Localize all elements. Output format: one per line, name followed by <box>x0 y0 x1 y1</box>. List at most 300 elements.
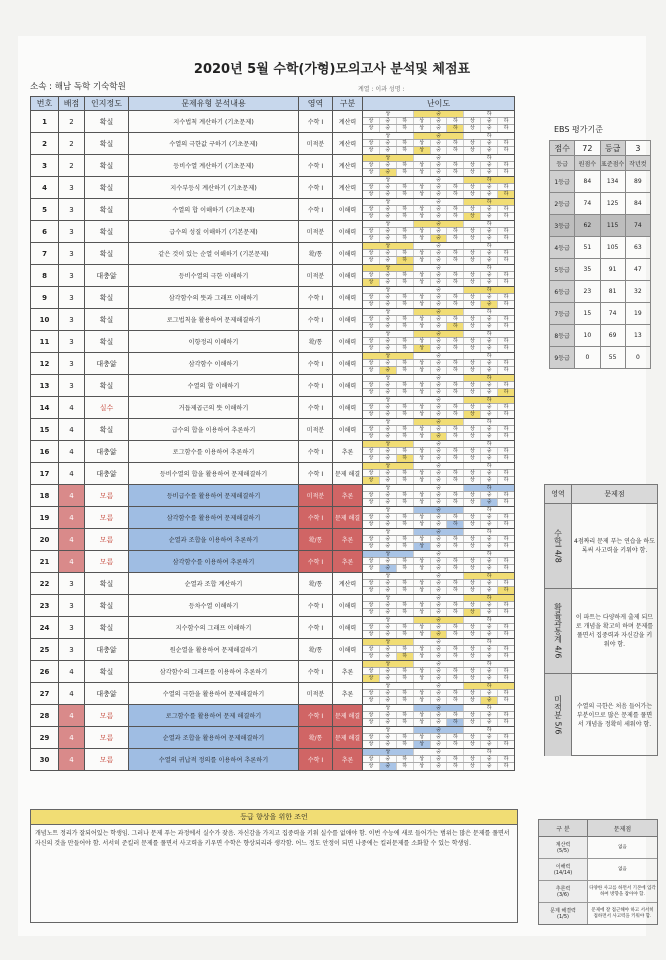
question-area: 수학 I <box>299 595 333 617</box>
difficulty-sublevel: 하 <box>503 499 509 505</box>
difficulty-sublevel: 상 <box>414 382 431 388</box>
difficulty-sublevel: 하 <box>397 631 414 638</box>
difficulty-sublevel: 하 <box>447 257 464 264</box>
question-score: 4 <box>59 529 85 551</box>
difficulty-sublevel: 하 <box>447 499 464 506</box>
question-area: 수학 I <box>299 375 333 397</box>
difficulty-sublevel: 중 <box>481 543 498 550</box>
ebs-cell: 62 <box>575 215 600 237</box>
difficulty-sublevel: 중 <box>481 536 498 542</box>
question-number: 17 <box>31 463 59 485</box>
question-number: 11 <box>31 331 59 353</box>
difficulty-sublevel: 하 <box>447 697 464 704</box>
difficulty-grid <box>363 111 515 133</box>
question-area: 수학 I <box>299 177 333 199</box>
difficulty-sublevel: 중 <box>380 147 397 154</box>
difficulty-sublevel: 중 <box>481 477 498 484</box>
competency-label: 추론력 <box>555 886 571 892</box>
ebs-cell: 115 <box>600 215 625 237</box>
difficulty-sublevel: 상 <box>414 675 431 682</box>
difficulty-sublevel: 하 <box>447 389 464 396</box>
difficulty-level: 하 <box>464 397 514 403</box>
difficulty-level: 상 <box>363 221 414 227</box>
difficulty-sublevel: 중 <box>481 118 498 124</box>
difficulty-sublevel: 중 <box>380 558 397 564</box>
difficulty-sublevel: 중 <box>431 389 448 396</box>
difficulty-sublevel: 상 <box>414 235 431 242</box>
difficulty-sublevel: 상 <box>464 360 481 366</box>
confidence-level: 확실 <box>85 419 129 441</box>
question-score: 3 <box>59 595 85 617</box>
difficulty-sublevel: 상 <box>464 675 481 682</box>
table-row <box>31 309 515 331</box>
difficulty-sublevel: 하 <box>397 719 414 726</box>
difficulty-sublevel: 중 <box>431 140 448 146</box>
difficulty-level: 중 <box>414 397 465 403</box>
ebs-cell: 2등급 <box>550 193 575 215</box>
difficulty-level: 상 <box>363 683 414 689</box>
difficulty-level: 상 <box>363 133 414 139</box>
difficulty-grid <box>363 353 515 375</box>
page-title: 2020년 5월 수학(가형)모의고사 분석및 체점표 <box>193 62 471 77</box>
ebs-cell: 55 <box>600 347 625 369</box>
question-number: 12 <box>31 353 59 375</box>
difficulty-sublevel: 하 <box>503 756 509 762</box>
difficulty-sublevel: 중 <box>380 279 397 286</box>
difficulty-sublevel: 중 <box>431 741 448 748</box>
confidence-level: 확실 <box>85 155 129 177</box>
difficulty-sublevel: 중 <box>481 213 498 220</box>
table-row <box>31 353 515 375</box>
difficulty-sublevel: 하 <box>397 140 414 146</box>
confidence-level: 확실 <box>85 661 129 683</box>
difficulty-sublevel: 상 <box>414 763 431 770</box>
question-number: 10 <box>31 309 59 331</box>
difficulty-sublevel: 상 <box>363 294 380 300</box>
difficulty-sublevel: 중 <box>481 316 498 322</box>
difficulty-sublevel: 중 <box>431 125 448 132</box>
difficulty-level: 중 <box>414 331 465 337</box>
difficulty-sublevel: 상 <box>363 360 380 366</box>
difficulty-sublevel: 하 <box>503 763 509 769</box>
difficulty-sublevel: 하 <box>397 206 414 212</box>
difficulty-grid <box>363 529 515 551</box>
difficulty-sublevel: 상 <box>363 389 380 396</box>
difficulty-sublevel: 상 <box>363 228 380 234</box>
difficulty-sublevel: 중 <box>481 162 498 168</box>
ebs-row <box>550 281 651 303</box>
difficulty-sublevel: 중 <box>481 521 498 528</box>
difficulty-grid <box>363 463 515 485</box>
header-area: 영역 <box>299 97 333 111</box>
confidence-level: 확실 <box>85 177 129 199</box>
difficulty-sublevel: 중 <box>431 763 448 770</box>
difficulty-sublevel: 하 <box>503 316 509 322</box>
difficulty-sublevel: 하 <box>447 521 464 528</box>
difficulty-sublevel: 중 <box>380 646 397 652</box>
difficulty-sublevel: 상 <box>363 426 380 432</box>
question-area: 수학 I <box>299 353 333 375</box>
difficulty-level: 상 <box>363 639 414 645</box>
difficulty-sublevel: 중 <box>380 140 397 146</box>
difficulty-level: 중 <box>414 551 465 557</box>
question-area: 수학 I <box>299 111 333 133</box>
difficulty-sublevel: 상 <box>363 367 380 374</box>
difficulty-level: 하 <box>486 331 492 337</box>
difficulty-sublevel: 중 <box>481 294 498 300</box>
difficulty-sublevel: 상 <box>363 184 380 190</box>
difficulty-sublevel: 중 <box>431 338 448 344</box>
difficulty-sublevel: 하 <box>498 587 514 594</box>
difficulty-sublevel: 중 <box>431 250 448 256</box>
difficulty-sublevel: 하 <box>397 477 414 484</box>
difficulty-sublevel: 중 <box>431 426 448 432</box>
difficulty-sublevel: 상 <box>464 609 481 616</box>
difficulty-sublevel: 상 <box>464 213 481 220</box>
difficulty-grid <box>363 617 515 639</box>
difficulty-level: 하 <box>486 463 492 469</box>
difficulty-sublevel: 상 <box>363 433 380 440</box>
competency-label: 이해력 <box>555 864 571 870</box>
difficulty-sublevel: 상 <box>464 125 481 132</box>
difficulty-sublevel: 하 <box>503 602 509 608</box>
difficulty-sublevel: 하 <box>503 367 509 373</box>
difficulty-sublevel: 중 <box>481 382 498 388</box>
difficulty-sublevel: 상 <box>464 477 481 484</box>
ebs-cell: 84 <box>575 171 600 193</box>
difficulty-sublevel: 중 <box>481 184 498 190</box>
difficulty-sublevel: 하 <box>503 272 509 278</box>
difficulty-sublevel: 중 <box>481 690 498 696</box>
table-row <box>31 573 515 595</box>
difficulty-sublevel: 상 <box>464 433 481 440</box>
difficulty-sublevel: 하 <box>447 294 464 300</box>
difficulty-sublevel: 중 <box>380 360 397 366</box>
table-row <box>31 265 515 287</box>
difficulty-sublevel: 중 <box>380 257 397 264</box>
difficulty-sublevel: 중 <box>481 228 498 234</box>
difficulty-sublevel: 중 <box>380 294 397 300</box>
difficulty-sublevel: 하 <box>503 580 509 586</box>
competency-row <box>539 881 657 903</box>
difficulty-level: 상 <box>363 727 414 733</box>
difficulty-sublevel: 상 <box>464 404 481 410</box>
difficulty-sublevel: 중 <box>481 147 498 154</box>
difficulty-level: 상 <box>363 595 414 601</box>
difficulty-sublevel: 상 <box>464 140 481 146</box>
question-type: 이해력 <box>333 309 363 331</box>
difficulty-sublevel: 중 <box>431 118 448 124</box>
difficulty-sublevel: 중 <box>481 411 498 418</box>
difficulty-sublevel: 상 <box>464 631 481 638</box>
difficulty-sublevel: 상 <box>414 257 431 264</box>
difficulty-sublevel: 하 <box>397 609 414 616</box>
competency-row <box>539 903 657 924</box>
difficulty-sublevel: 중 <box>481 389 498 396</box>
question-score: 3 <box>59 309 85 331</box>
difficulty-sublevel: 상 <box>464 411 481 418</box>
difficulty-sublevel: 상 <box>414 279 431 286</box>
difficulty-sublevel: 하 <box>447 272 464 278</box>
ebs-col-standard: 표준점수 <box>600 156 625 171</box>
difficulty-sublevel: 하 <box>447 712 464 718</box>
difficulty-sublevel: 중 <box>431 492 448 498</box>
difficulty-level: 중 <box>414 617 465 623</box>
difficulty-grid <box>363 639 515 661</box>
competency-label: 문제 해결력 <box>550 908 576 914</box>
difficulty-level: 상 <box>363 463 414 469</box>
question-topic: 수열의 극한을 활용하여 문제해결하기 <box>129 683 299 705</box>
difficulty-sublevel: 중 <box>481 235 498 242</box>
competency-problem: 없음 <box>618 844 627 850</box>
difficulty-sublevel: 상 <box>464 602 481 608</box>
confidence-level: 확실 <box>85 595 129 617</box>
difficulty-sublevel: 중 <box>481 653 498 660</box>
difficulty-sublevel: 하 <box>503 646 509 652</box>
confidence-level: 대충앎 <box>85 353 129 375</box>
advice-box <box>30 809 518 923</box>
difficulty-grid <box>363 419 515 441</box>
question-topic: 로그법칙을 활용하여 문제해결하기 <box>129 309 299 331</box>
question-type: 이해력 <box>333 243 363 265</box>
table-row <box>31 111 515 133</box>
difficulty-sublevel: 상 <box>363 587 380 594</box>
difficulty-sublevel: 상 <box>464 455 481 462</box>
difficulty-sublevel: 중 <box>431 675 448 682</box>
question-topic: 삼각함수를 활용하여 문제해결하기 <box>129 507 299 529</box>
difficulty-sublevel: 상 <box>414 360 431 366</box>
difficulty-sublevel: 상 <box>414 653 431 660</box>
difficulty-sublevel: 하 <box>447 470 464 476</box>
difficulty-level: 상 <box>363 353 414 359</box>
difficulty-level: 하 <box>464 683 514 689</box>
difficulty-sublevel: 중 <box>481 433 498 440</box>
question-number: 4 <box>31 177 59 199</box>
difficulty-sublevel: 상 <box>363 565 380 572</box>
difficulty-level: 중 <box>414 441 465 447</box>
ebs-cell: 0 <box>575 347 600 369</box>
difficulty-sublevel: 하 <box>447 668 464 674</box>
difficulty-sublevel: 상 <box>464 470 481 476</box>
confidence-level: 대충앎 <box>85 683 129 705</box>
difficulty-sublevel: 상 <box>363 235 380 242</box>
question-topic: 같은 것이 있는 순열 이해하기 (기본문제) <box>129 243 299 265</box>
competency-ratio: (14/14) <box>553 870 573 876</box>
difficulty-sublevel: 하 <box>447 653 464 660</box>
difficulty-sublevel: 하 <box>397 250 414 256</box>
difficulty-sublevel: 중 <box>431 631 448 638</box>
table-row <box>31 397 515 419</box>
difficulty-sublevel: 하 <box>447 191 464 198</box>
question-topic: 급수의 성질 이해하기 (기본문제) <box>129 221 299 243</box>
difficulty-sublevel: 하 <box>397 602 414 608</box>
difficulty-sublevel: 중 <box>380 162 397 168</box>
difficulty-sublevel: 중 <box>481 367 498 374</box>
difficulty-sublevel: 상 <box>363 690 380 696</box>
difficulty-sublevel: 상 <box>464 734 481 740</box>
question-area: 수학 I <box>299 661 333 683</box>
difficulty-sublevel: 중 <box>380 389 397 396</box>
difficulty-sublevel: 중 <box>380 543 397 550</box>
difficulty-sublevel: 상 <box>414 162 431 168</box>
difficulty-sublevel: 상 <box>414 213 431 220</box>
difficulty-sublevel: 상 <box>363 741 380 748</box>
question-score: 2 <box>59 111 85 133</box>
difficulty-sublevel: 중 <box>481 514 498 520</box>
question-number: 22 <box>31 573 59 595</box>
question-topic: 등비수열의 극한 이해하기 <box>129 265 299 287</box>
table-row <box>31 507 515 529</box>
difficulty-sublevel: 중 <box>380 316 397 322</box>
difficulty-grid <box>363 507 515 529</box>
difficulty-sublevel: 하 <box>498 191 514 198</box>
difficulty-sublevel: 중 <box>431 257 448 264</box>
difficulty-grid <box>363 683 515 705</box>
question-number: 16 <box>31 441 59 463</box>
difficulty-sublevel: 중 <box>380 609 397 616</box>
difficulty-sublevel: 중 <box>431 345 448 352</box>
difficulty-sublevel: 상 <box>464 646 481 652</box>
difficulty-sublevel: 하 <box>397 279 414 286</box>
difficulty-sublevel: 중 <box>380 675 397 682</box>
adv-area-text: 수열의 극한은 처음 들어가는 부분이므로 많은 문제를 풀면서 개념을 정확히 세워야 함. <box>576 702 653 728</box>
difficulty-sublevel: 중 <box>380 345 397 352</box>
confidence-level: 모름 <box>85 485 129 507</box>
difficulty-sublevel: 하 <box>447 140 464 146</box>
difficulty-sublevel: 상 <box>363 558 380 564</box>
difficulty-sublevel: 상 <box>414 125 431 132</box>
table-row <box>31 617 515 639</box>
difficulty-sublevel: 상 <box>464 206 481 212</box>
difficulty-sublevel: 상 <box>414 184 431 190</box>
question-number: 18 <box>31 485 59 507</box>
ebs-cell: 74 <box>625 215 650 237</box>
difficulty-sublevel: 중 <box>481 587 498 594</box>
adv-area-label: 수학I 4/8 <box>545 504 572 588</box>
question-topic: 등비수열의 합을 활용하여 문제해결하기 <box>129 463 299 485</box>
difficulty-sublevel: 상 <box>363 191 380 198</box>
difficulty-level: 하 <box>464 573 514 579</box>
difficulty-sublevel: 상 <box>464 668 481 674</box>
difficulty-level: 하 <box>486 133 492 139</box>
difficulty-sublevel: 하 <box>447 675 464 682</box>
difficulty-sublevel: 하 <box>397 404 414 410</box>
ebs-cell: 7등급 <box>550 303 575 325</box>
question-type: 추론 <box>333 485 363 507</box>
question-number: 30 <box>31 749 59 771</box>
cmp-header-problem: 문제점 <box>613 825 632 833</box>
difficulty-sublevel: 하 <box>397 448 414 454</box>
difficulty-sublevel: 상 <box>363 338 380 344</box>
confidence-level: 확실 <box>85 243 129 265</box>
confidence-level: 모름 <box>85 749 129 771</box>
difficulty-sublevel: 상 <box>363 301 380 308</box>
difficulty-grid <box>363 243 515 265</box>
question-area: 수학 I <box>299 309 333 331</box>
question-area: 수학 I <box>299 441 333 463</box>
difficulty-sublevel: 상 <box>414 455 431 462</box>
difficulty-sublevel: 중 <box>380 191 397 198</box>
adv-area-label: 확률과통계 4/6 <box>545 589 572 673</box>
table-row <box>31 639 515 661</box>
difficulty-sublevel: 중 <box>481 719 498 726</box>
difficulty-sublevel: 하 <box>447 367 464 374</box>
question-number: 29 <box>31 727 59 749</box>
difficulty-sublevel: 중 <box>431 734 448 740</box>
difficulty-sublevel: 중 <box>380 580 397 586</box>
table-row <box>31 727 515 749</box>
difficulty-level: 상 <box>363 265 414 271</box>
difficulty-sublevel: 하 <box>447 125 464 132</box>
difficulty-sublevel: 상 <box>363 206 380 212</box>
difficulty-grid <box>363 551 515 573</box>
competency-label: 계산력 <box>555 842 571 848</box>
table-row <box>31 551 515 573</box>
difficulty-sublevel: 하 <box>397 558 414 564</box>
ebs-cell: 3등급 <box>550 215 575 237</box>
ebs-cell: 74 <box>575 193 600 215</box>
competency-row <box>539 837 657 859</box>
difficulty-sublevel: 중 <box>481 250 498 256</box>
table-row <box>31 419 515 441</box>
difficulty-grid <box>363 441 515 463</box>
difficulty-level: 하 <box>486 353 492 359</box>
score-sheet <box>18 36 656 936</box>
question-area: 미적분 <box>299 265 333 287</box>
difficulty-sublevel: 상 <box>363 712 380 718</box>
difficulty-level: 하 <box>486 529 492 535</box>
question-score: 4 <box>59 683 85 705</box>
question-area: 수학 I <box>299 507 333 529</box>
confidence-level: 확실 <box>85 573 129 595</box>
difficulty-sublevel: 하 <box>397 389 414 396</box>
difficulty-sublevel: 하 <box>447 213 464 220</box>
difficulty-sublevel: 하 <box>397 697 414 704</box>
question-area: 수학 I <box>299 705 333 727</box>
question-area: 수학 I <box>299 397 333 419</box>
difficulty-sublevel: 상 <box>363 323 380 330</box>
question-topic: 로그함수를 활용하여 문제 해결하기 <box>129 705 299 727</box>
question-topic: 로그함수를 이용하여 추론하기 <box>129 441 299 463</box>
difficulty-sublevel: 중 <box>481 624 498 630</box>
ebs-cell: 69 <box>600 325 625 347</box>
table-row <box>31 463 515 485</box>
difficulty-sublevel: 하 <box>447 514 464 520</box>
question-topic: 급수의 합을 이용하여 추론하기 <box>129 419 299 441</box>
difficulty-sublevel: 중 <box>431 162 448 168</box>
ebs-cell: 0 <box>625 347 650 369</box>
question-number: 24 <box>31 617 59 639</box>
question-number: 28 <box>31 705 59 727</box>
question-type: 계산력 <box>333 111 363 133</box>
difficulty-sublevel: 상 <box>414 147 431 154</box>
difficulty-sublevel: 중 <box>481 448 498 454</box>
difficulty-sublevel: 하 <box>447 602 464 608</box>
question-score: 3 <box>59 199 85 221</box>
difficulty-sublevel: 상 <box>414 719 431 726</box>
difficulty-sublevel: 하 <box>447 426 464 432</box>
difficulty-sublevel: 중 <box>481 125 498 132</box>
difficulty-sublevel: 하 <box>503 514 509 520</box>
question-topic: 지수법칙 계산하기 (기초문제) <box>129 111 299 133</box>
difficulty-sublevel: 하 <box>503 697 509 703</box>
advice-title: 등급 향상을 위한 조언 <box>31 810 517 825</box>
difficulty-sublevel: 상 <box>363 602 380 608</box>
difficulty-sublevel: 상 <box>363 734 380 740</box>
ebs-score-label: 점수 <box>550 141 575 156</box>
difficulty-sublevel: 상 <box>464 499 481 506</box>
difficulty-sublevel: 상 <box>464 279 481 286</box>
